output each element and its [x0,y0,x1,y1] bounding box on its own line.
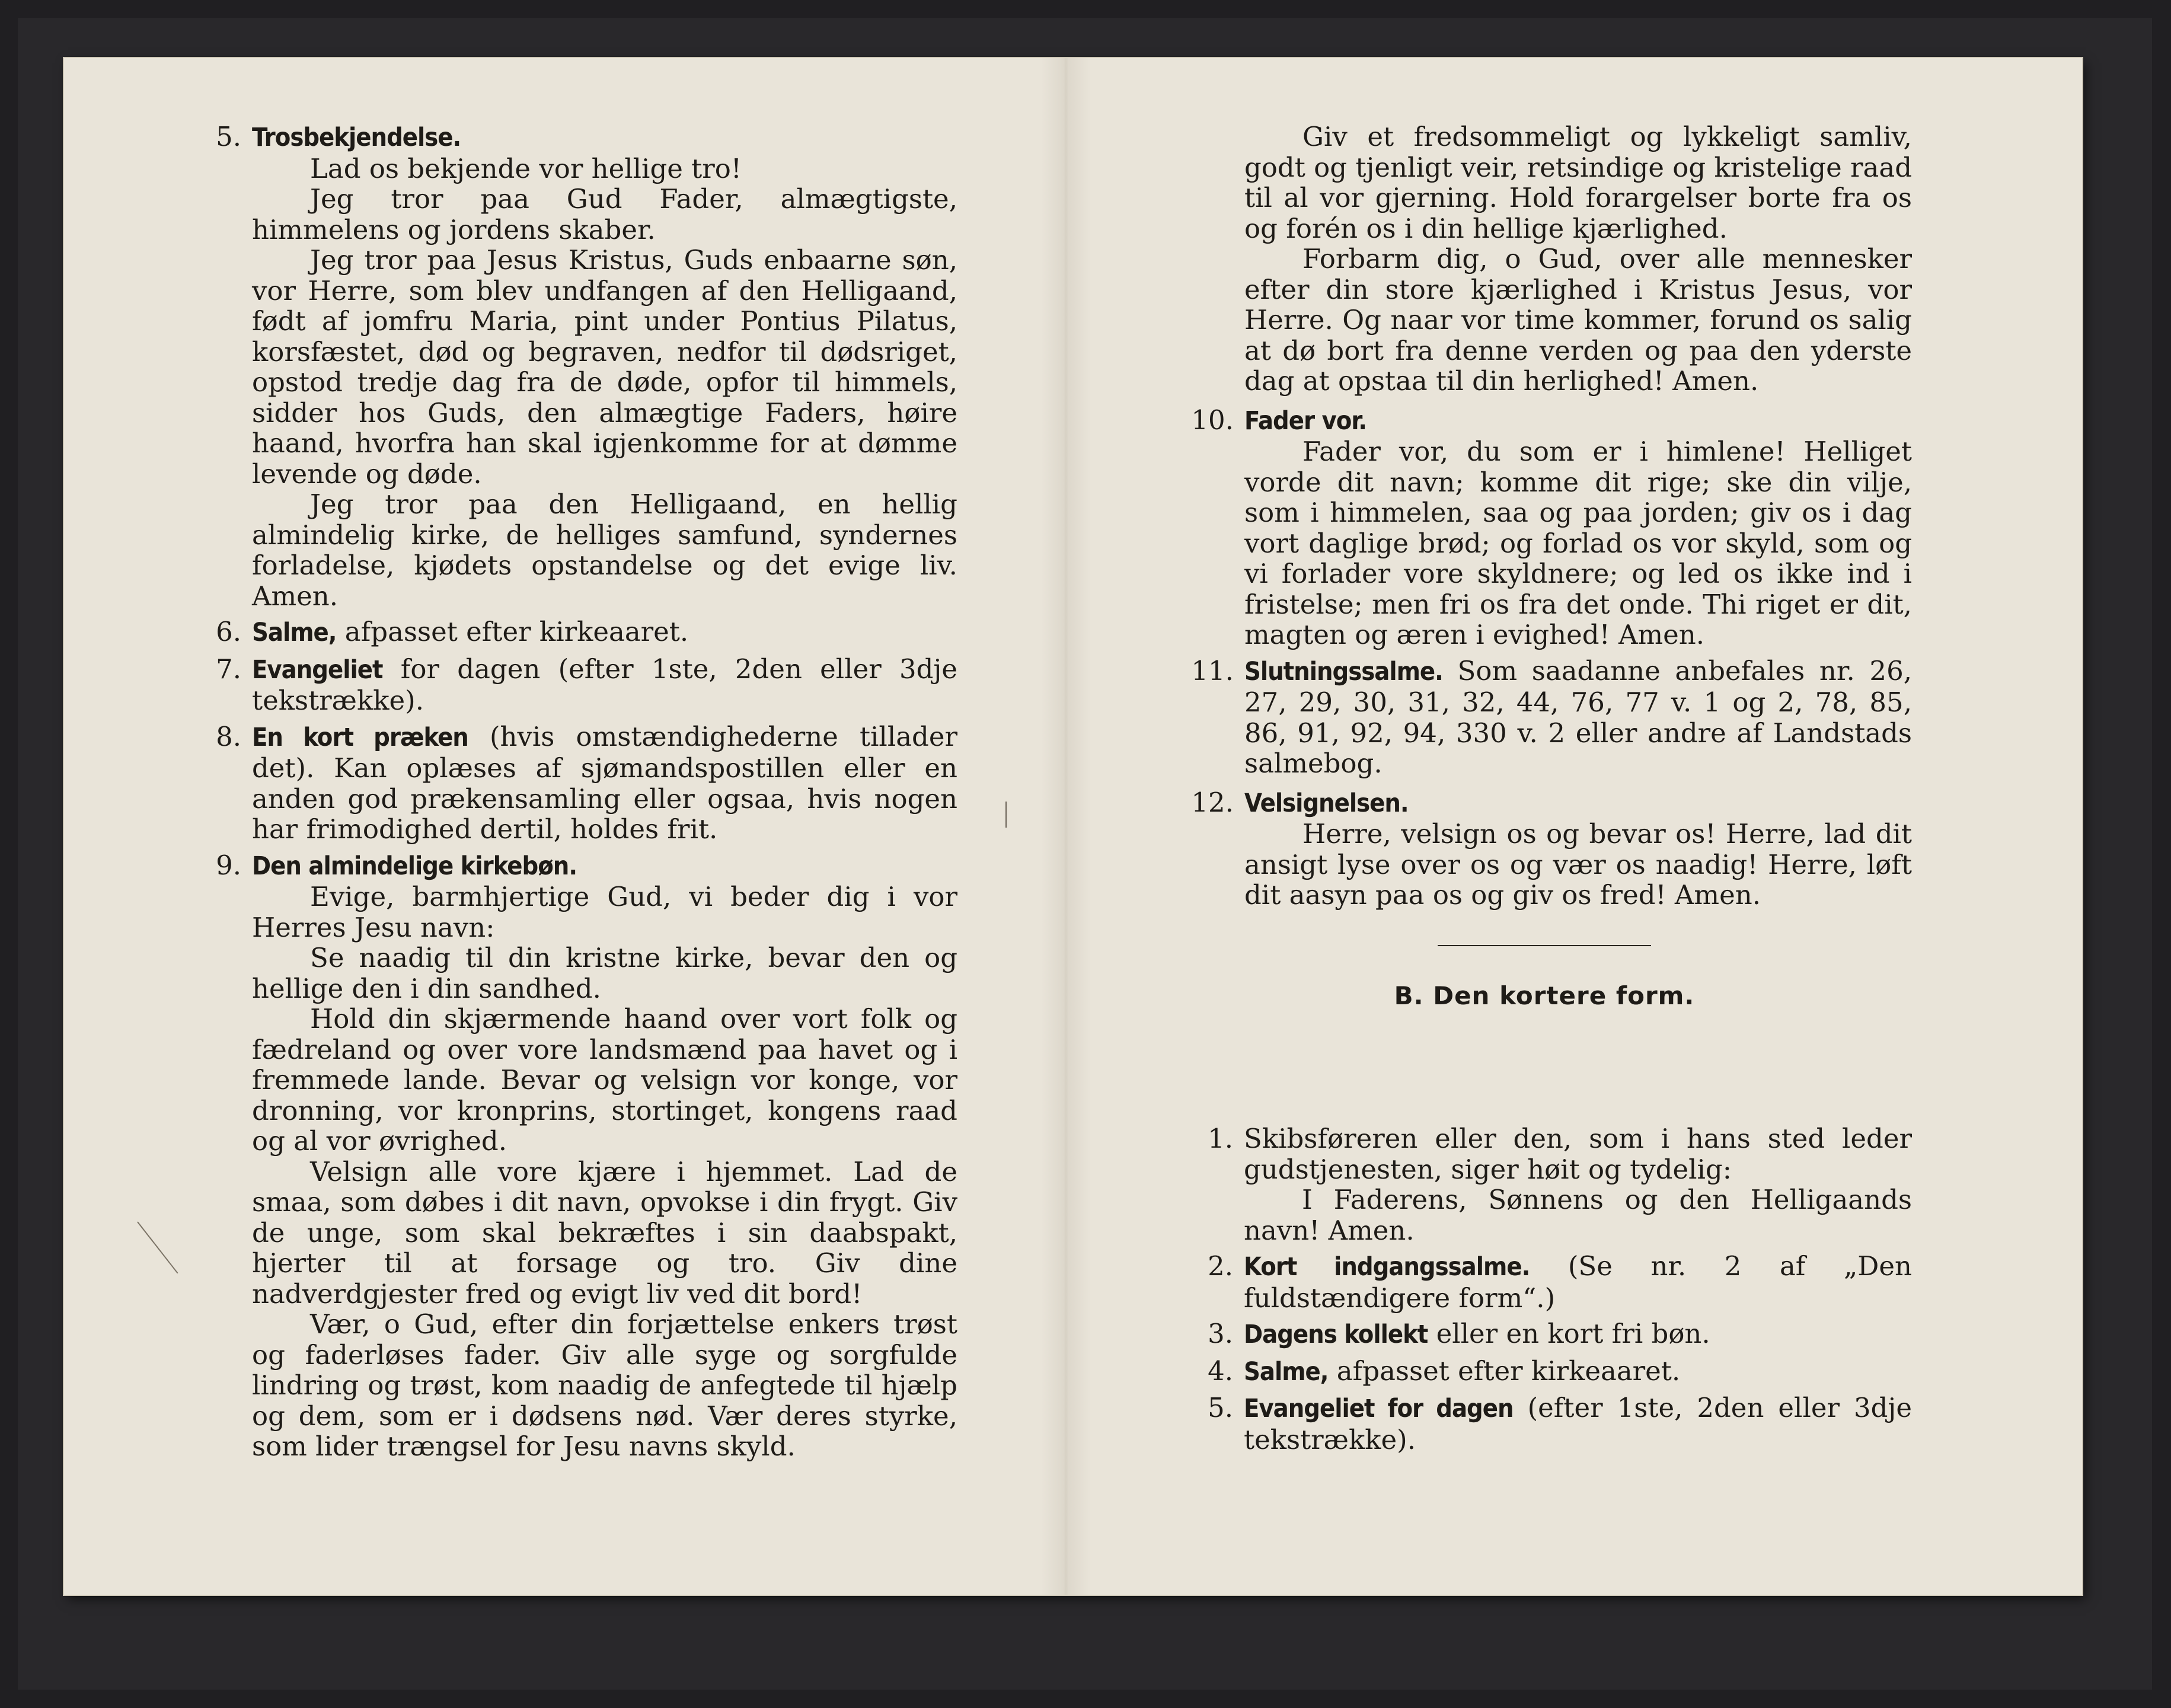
item-heading: Trosbekjendelse. [252,123,461,152]
section-b-title: B. Den kortere form. [1394,981,1695,1010]
item-number: 2. [1208,1250,1233,1282]
item-heading: Evangeliet for dagen [1244,1394,1514,1423]
paragraph: Vær, o Gud, efter din forjættelse enkers trøst og faderløses fader. Giv alle syge og sorgfulde lindring og trøst, kom naadig de anfegtede til hjælp og dem, som er i dødsens nød. Vær deres styrke, som lider trængsel for Jesu navns skyld. [252,1308,957,1462]
item-number: 4. [1208,1355,1233,1387]
paragraph: I Faderens, Sønnens og den Helligaands navn! Amen. [1244,1184,1912,1246]
item-heading: Velsignelsen. [1244,788,1409,818]
paragraph: Forbarm dig, o Gud, over alle mennesker efter din store kjærlighed i Kristus Jesus, vor Herre. Og naar vor time kommer, forund os salig at dø bort fra denne verden og paa den yderste dag at opstaa til din herlighed! Amen. [1244,243,1912,397]
item-heading: Salme, [252,618,337,647]
item-7-gospel [187,654,957,716]
paragraph: Jeg tror paa Jesus Kristus, Guds enbaarne søn, vor Herre, som blev undfangen af den Helligaand, født af jomfru Maria, pint under Pontius Pilatus, korsfæstet, død og begraven, nedfor til dødsriget, opstod tredje dag fra de døde, opfor til himmels, sidder hos Guds, den almægtige Faders, høire haand, hvorfra han skal igjenkomme for at dømme levende og døde. [252,244,957,490]
b-item-3 [1192,1318,1912,1351]
paragraph: Lad os bekjende vor hellige tro! [310,152,742,184]
item-heading: Salme, [1244,1356,1329,1387]
item-number: 5. [216,121,241,152]
section-b-list [1192,1123,1912,1460]
b-item-4 [1192,1356,1912,1388]
item-number: 8. [216,720,241,752]
item-number: 6. [216,616,241,647]
item-text: (efter 1ste, 2den eller 3dje tekstrække). [1244,1392,1913,1455]
item-10-lords-prayer [1177,405,1912,650]
section-divider [1438,945,1651,946]
right-page-text [1177,122,1912,1031]
left-page-text [187,122,957,1467]
item-number: 9. [216,849,241,881]
item-heading: En kort præken [252,722,468,752]
item-8-sermon [187,721,957,845]
item-heading: Slutningssalme. [1244,656,1443,687]
center-fold [1041,58,1091,1595]
item-heading: Dagens kollekt [1244,1320,1428,1349]
item-number: 7. [216,653,241,685]
item-text: eller en kort fri bøn. [1436,1318,1710,1349]
paragraph: Herre, velsign os og bevar os! Herre, lad dit ansigt lyse over os og vær os naadig! Herre, løft dit aasyn paa os og giv os fred! Amen. [1244,818,1912,911]
item-text: afpasset efter kirkeaaret. [1336,1355,1681,1387]
item-number: 11. [1191,655,1234,687]
item-text: Som saadanne anbefales nr. 26, 27, 29, 30, 31, 32, 44, 76, 77 v. 1 og 2, 78, 85, 86, 91, 92, 94, 330 v. 2 eller andre af Landstads salmebog. [1244,655,1912,779]
item-number: 12. [1191,786,1234,818]
item-text: afpasset efter kirkeaaret. [344,616,689,647]
item-heading: Fader vor. [1244,406,1367,436]
item-5-creed [187,122,957,611]
item-number: 10. [1191,404,1234,436]
item-number: 3. [1208,1318,1233,1349]
fold-mark [1005,802,1007,828]
paragraph: Velsign alle vore kjære i hjemmet. Lad de smaa, som døbes i dit navn, opvokse i din frygt. Giv de unge, som skal bekræftes i sin daabspakt, hjerter til at forsage og tro. Giv dine nadverdgjester fred og evigt liv ved dit bord! [252,1155,957,1310]
paragraph: Giv et fredsommeligt og lykkeligt samliv, godt og tjenligt veir, retsindige og kristelige raad til al vor gjerning. Hold forargelser borte fra os og forén os i din hellige kjærlighed. [1244,121,1912,244]
item-12-blessing [1177,787,1912,911]
item-number: 1. [1208,1123,1233,1154]
b-item-5 [1192,1393,1912,1455]
b-item-2 [1192,1251,1912,1313]
item-text: for dagen (efter 1ste, 2den eller 3dje tekstrække). [252,653,958,716]
b-item-1 [1192,1123,1912,1246]
prayer-continued [1177,122,1912,397]
item-6-hymn [187,617,957,649]
paragraph: Jeg tror paa Gud Fader, almægtigste, himmelens og jordens skaber. [252,183,957,245]
item-heading: Evangeliet [252,655,383,685]
item-text: (Se nr. 2 af „Den fuldstændigere form“.) [1244,1250,1912,1314]
paragraph: Evige, barmhjertige Gud, vi beder dig i vor Herres Jesu navn: [252,881,957,943]
item-text: (hvis omstændighederne tillader det). Kan oplæses af sjømandspostillen eller en anden god prækensamling eller ogsaa, hvis nogen har frimodighed dertil, holdes frit. [252,720,957,845]
item-text: Skibsføreren eller den, som i hans sted leder gudstjenesten, siger høit og tydelig: [1244,1123,1912,1185]
item-number: 5. [1208,1392,1233,1423]
paragraph: Jeg tror paa den Helligaand, en hellig almindelig kirke, de helliges samfund, syndernes forladelse, kjødets opstandelse og det evige liv. Amen. [252,489,957,612]
item-9-church-prayer [187,850,957,1462]
item-heading: Kort indgangssalme. [1244,1252,1530,1282]
paragraph: Hold din skjærmende haand over vort folk og fædreland og over vore landsmænd paa havet og i fremmede lande. Bevar og velsign vor konge, vor dronning, vor kronprins, stortinget, kongens raad og al vor øvrighed. [252,1003,957,1157]
paragraph: Fader vor, du som er i himlene! Helliget vorde dit navn; komme dit rige; ske din vilje, som i himmelen, saa og paa jorden; giv os i dag vort daglige brød; og forlad os vor skyld, som og vi forlader vore skyldnere; og led os ikke ind i fristelse; men fri os fra det onde. Thi riget er dit, magten og æren i evighed! Amen. [1244,436,1912,650]
item-11-closing-hymn [1177,656,1912,779]
paragraph: Se naadig til din kristne kirke, bevar den og hellige den i din sandhed. [252,942,957,1004]
item-heading: Den almindelige kirkebøn. [252,851,577,881]
